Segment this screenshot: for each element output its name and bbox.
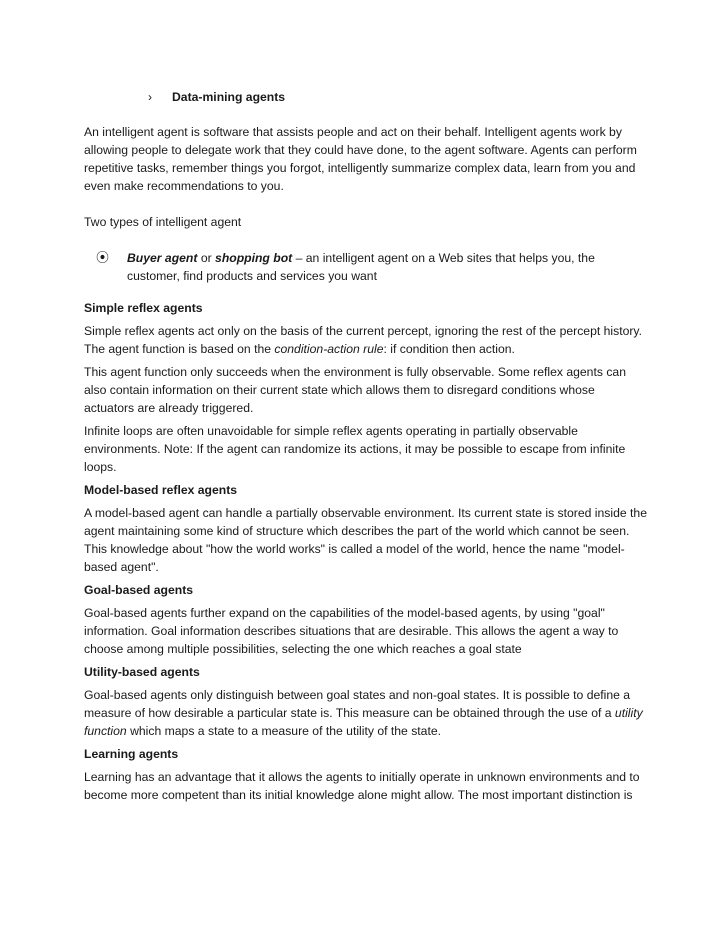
- goal-based-paragraph: Goal-based agents further expand on the capabilities of the model-based agents, by using "goal" information. Goal information describes situations that are desirable. This allows the agent a way to choose among multiple possibilities, selecting the one which reaches a goal state: [84, 606, 619, 656]
- learning-heading: Learning agents: [84, 747, 179, 761]
- data-mining-bullet: [148, 88, 648, 106]
- simple-reflex-paragraph-1: [84, 322, 648, 358]
- shopping-bot-term: shopping bot: [215, 251, 293, 265]
- simple-reflex-heading: Simple reflex agents: [84, 301, 203, 315]
- types-heading: Two types of intelligent agent: [84, 215, 242, 229]
- simple-reflex-p1-tail: : if condition then action.: [383, 342, 515, 356]
- agent-type-list-item: [96, 249, 648, 285]
- chevron-right-icon: ›: [148, 90, 152, 104]
- model-based-heading: Model-based reflex agents: [84, 483, 238, 497]
- intro-paragraph: An intelligent agent is software that assists people and act on their behalf. Intelligent agents work by allowing people to delegate work that they could have done, to the agent software. Agents can perform repetitive tasks, remember things you forgot, intelligently summarize complex data, learn from you and even make recommendations to you.: [84, 125, 637, 193]
- simple-reflex-paragraph-3: Infinite loops are often unavoidable for simple reflex agents operating in partially observable environments. Note: If the agent can randomize its actions, it may be possible to escape from infinite loops.: [84, 424, 626, 474]
- goal-based-heading: Goal-based agents: [84, 583, 194, 597]
- simple-reflex-p1-text: Simple reflex agents act only on the basis of the current percept, ignoring the rest of the percept history. The agent function is based on the: [84, 324, 642, 356]
- utility-based-p1-tail: which maps a state to a measure of the utility of the state.: [126, 724, 442, 738]
- simple-reflex-paragraph-2: This agent function only succeeds when the environment is fully observable. Some reflex agents can also contain information on their current state which allows them to disregard conditions whose actuators are already triggered.: [84, 365, 626, 415]
- utility-function-term: utility function: [84, 706, 643, 738]
- term-joiner: or: [197, 251, 216, 265]
- circled-bullet-icon: ⦿: [96, 250, 110, 265]
- learning-paragraph: Learning has an advantage that it allows the agents to initially operate in unknown environments and to become more competent than its initial knowledge alone might allow. The most important distinction is: [84, 770, 640, 802]
- agent-type-description: – an intelligent agent on a Web sites that helps you, the customer, find products and services you want: [127, 251, 595, 283]
- bullet-label: Data-mining agents: [172, 90, 286, 104]
- agent-type-text: [127, 249, 648, 285]
- utility-based-paragraph: [84, 686, 648, 740]
- utility-based-heading: Utility-based agents: [84, 665, 200, 679]
- model-based-paragraph: A model-based agent can handle a partially observable environment. Its current state is stored inside the agent maintaining some kind of structure which describes the part of the world which cannot be seen. This knowledge about "how the world works" is called a model of the world, hence the name "model-based agent".: [84, 506, 647, 574]
- utility-based-p1-text: Goal-based agents only distinguish between goal states and non-goal states. It is possible to define a measure of how desirable a particular state is. This measure can be obtained through the use of a: [84, 688, 631, 720]
- buyer-agent-term: Buyer agent: [127, 251, 198, 265]
- condition-action-rule-term: condition-action rule: [274, 342, 384, 356]
